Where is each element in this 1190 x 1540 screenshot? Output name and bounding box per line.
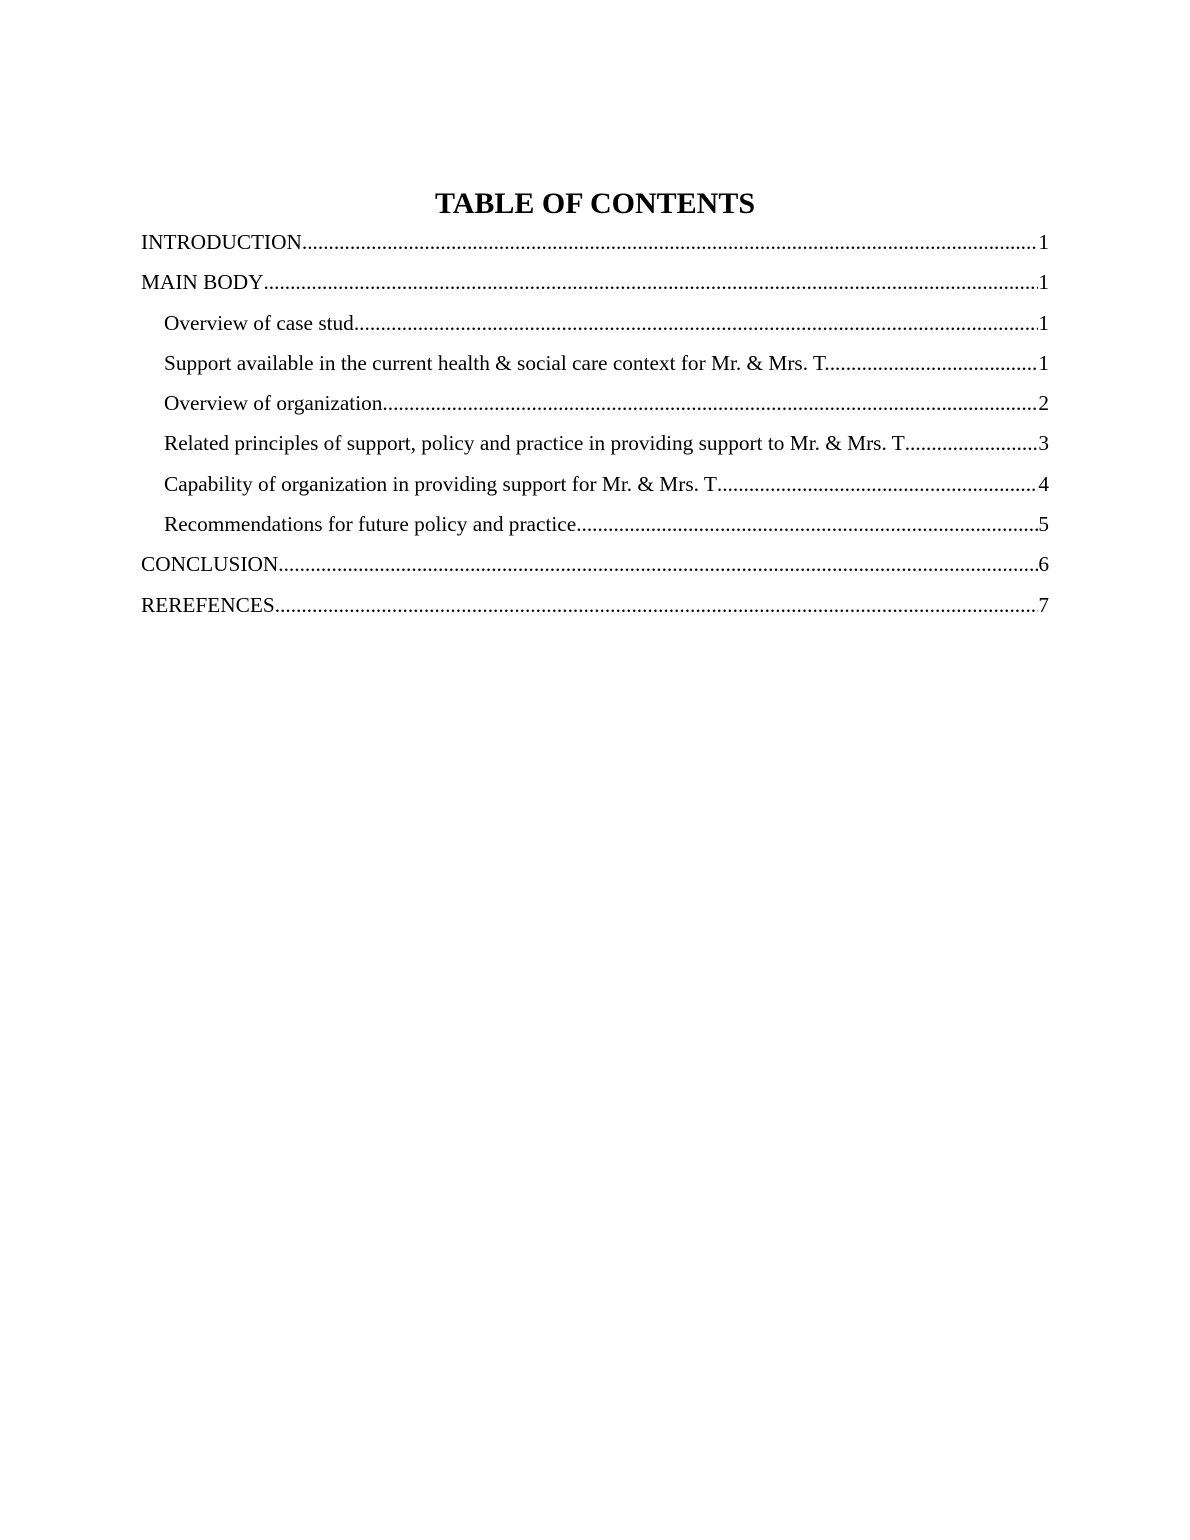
toc-dot-leader <box>354 307 1039 339</box>
toc-entry-text: Overview of case stud <box>164 310 354 335</box>
toc-page-number: 1 <box>1038 270 1049 295</box>
toc-dot-leader <box>278 548 1038 580</box>
toc-entry-text: Capability of organization in providing support for Mr. & Mrs. T <box>164 471 717 496</box>
toc-dot-leader <box>576 508 1038 540</box>
toc-dot-leader <box>263 266 1038 298</box>
toc-entry-main-body[interactable] <box>141 266 1049 306</box>
toc-page-number: 3 <box>1038 431 1049 456</box>
toc-dot-leader <box>382 387 1038 419</box>
toc-entry-related-principles[interactable] <box>141 427 1049 467</box>
toc-entry-conclusion[interactable] <box>141 548 1049 588</box>
toc-page-number: 1 <box>1038 350 1049 375</box>
toc-entry-text: REREFENCES <box>141 592 275 617</box>
toc-entry-support-available[interactable] <box>141 347 1049 387</box>
toc-page-number: 1 <box>1038 230 1049 254</box>
toc-entry-references[interactable] <box>141 589 1049 629</box>
toc-entry-recommendations[interactable] <box>141 508 1049 548</box>
toc-entry-text: Recommendations for future policy and practice <box>164 512 577 537</box>
toc-entry-text: Related principles of support, policy and practice in providing support to Mr. & Mrs. T <box>164 431 905 456</box>
toc-entry-overview-organization[interactable] <box>141 387 1049 427</box>
toc-page-number: 7 <box>1038 592 1049 617</box>
toc-dot-leader <box>905 427 1039 459</box>
toc-entry-capability-organization[interactable] <box>141 468 1049 508</box>
toc-entry-text: INTRODUCTION <box>141 230 302 254</box>
toc-entry-text: Overview of organization <box>164 391 383 416</box>
toc-title: TABLE OF CONTENTS <box>434 187 756 220</box>
toc-entry-introduction[interactable] <box>141 226 1049 266</box>
toc-entry-overview-case-study[interactable] <box>141 307 1049 347</box>
toc-dot-leader <box>830 347 1039 379</box>
toc-entry-text: Support available in the current health & social care context for Mr. & Mrs. T. <box>164 350 830 375</box>
toc-entry-text: CONCLUSION <box>141 552 279 577</box>
toc-entry-text: MAIN BODY <box>141 270 264 295</box>
toc-page-number: 4 <box>1038 471 1049 496</box>
toc-page-number: 1 <box>1038 310 1049 335</box>
toc-dot-leader <box>275 589 1039 621</box>
toc-page-number: 6 <box>1038 552 1049 577</box>
toc-page-number: 2 <box>1038 391 1049 416</box>
toc-dot-leader <box>302 226 1038 258</box>
toc-list <box>141 226 1049 629</box>
toc-page-number: 5 <box>1038 512 1049 537</box>
toc-dot-leader <box>717 468 1038 500</box>
